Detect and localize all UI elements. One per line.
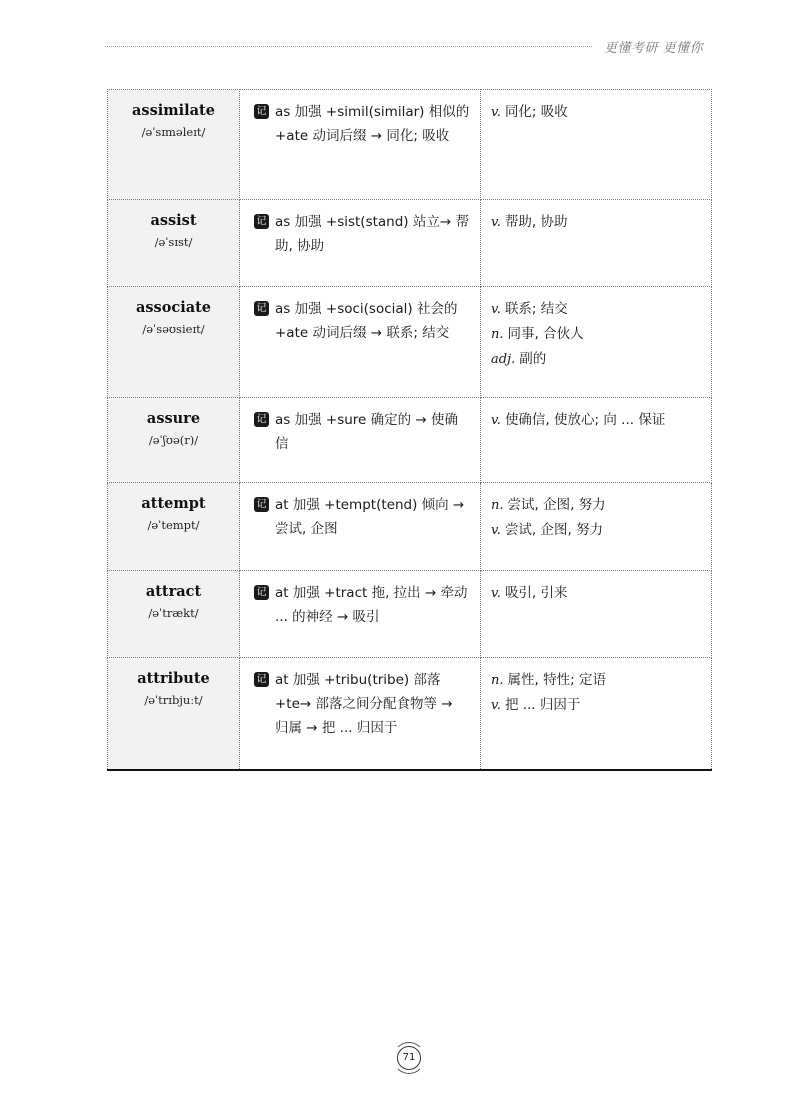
meaning-cell <box>481 483 712 571</box>
part-of-speech: v. <box>491 105 501 120</box>
meaning-line <box>491 100 701 125</box>
word-cell <box>108 483 240 571</box>
headword: attribute <box>137 670 210 687</box>
phonetic-transcription: /əˈsɪməleɪt/ <box>141 125 206 139</box>
definition-text: 属性, 特性; 定语 <box>507 672 606 688</box>
part-of-speech: v. <box>491 302 501 317</box>
meaning-cell <box>481 287 712 398</box>
meaning-line <box>491 493 701 518</box>
part-of-speech: n. <box>491 498 504 513</box>
headword: attract <box>145 583 202 600</box>
meaning-line <box>491 297 701 322</box>
part-of-speech: v. <box>491 215 501 230</box>
memory-tip-icon: 记 <box>254 301 269 316</box>
phonetic-transcription: /əˈsɪst/ <box>154 235 193 249</box>
meaning-line <box>491 668 701 693</box>
word-cell <box>108 200 240 287</box>
meaning-cell <box>481 90 712 200</box>
definition-text: 把 ... 归因于 <box>504 697 581 713</box>
meaning-line <box>491 693 701 718</box>
etymology-text: as 加强 +soci(social) 社会的 +ate 动词后缀 → 联系; 结交 <box>275 301 458 341</box>
memory-tip-icon: 记 <box>254 585 269 600</box>
definition-text: 吸引, 引来 <box>504 585 568 601</box>
etymology-text: at 加强 +tract 拖, 拉出 → 牵动 ... 的神经 → 吸引 <box>275 585 468 625</box>
memory-tip-icon: 记 <box>254 104 269 119</box>
vocabulary-table <box>107 89 712 771</box>
vocab-entry-row <box>108 483 712 571</box>
word-cell <box>108 398 240 483</box>
memory-tip-icon: 记 <box>254 214 269 229</box>
definition-text: 同化; 吸收 <box>504 104 568 120</box>
vocab-entry-row <box>108 200 712 287</box>
etymology-cell <box>240 287 481 398</box>
phonetic-transcription: /əˈsəʊsieɪt/ <box>142 322 205 336</box>
etymology-text: at 加强 +tempt(tend) 倾向 → 尝试, 企图 <box>275 497 465 537</box>
headword: assure <box>146 410 201 427</box>
definition-text: 尝试, 企图, 努力 <box>504 522 604 538</box>
part-of-speech: v. <box>491 586 501 601</box>
headword: associate <box>135 299 212 316</box>
part-of-speech: n. <box>491 673 504 688</box>
memory-tip-icon: 记 <box>254 672 269 687</box>
etymology-cell <box>240 658 481 770</box>
part-of-speech: v. <box>491 523 501 538</box>
phonetic-transcription: /əˈʃʊə(r)/ <box>148 433 199 447</box>
etymology-text: as 加强 +sist(stand) 站立→ 帮助, 协助 <box>275 214 469 254</box>
definition-text: 副的 <box>519 351 547 367</box>
meaning-cell <box>481 398 712 483</box>
etymology-text: as 加强 +sure 确定的 → 使确信 <box>275 412 459 452</box>
memory-tip-icon: 记 <box>254 497 269 512</box>
meaning-cell <box>481 658 712 770</box>
vocab-entry-row <box>108 90 712 200</box>
memory-tip-icon: 记 <box>254 412 269 427</box>
word-cell <box>108 90 240 200</box>
etymology-cell <box>240 398 481 483</box>
meaning-cell <box>481 200 712 287</box>
vocab-entry-row <box>108 287 712 398</box>
meaning-cell <box>481 571 712 658</box>
definition-text: 帮助, 协助 <box>504 214 568 230</box>
definition-text: 联系; 结交 <box>504 301 568 317</box>
part-of-speech: v. <box>491 698 501 713</box>
phonetic-transcription: /əˈtempt/ <box>147 518 200 532</box>
word-cell <box>108 287 240 398</box>
running-header: 更懂考研 更懂你 <box>604 41 704 56</box>
headword: attempt <box>141 495 206 512</box>
meaning-line <box>491 408 701 433</box>
header-dotted-rule <box>105 46 592 47</box>
vocab-entry-row <box>108 658 712 770</box>
meaning-line <box>491 581 701 606</box>
etymology-cell <box>240 90 481 200</box>
phonetic-transcription: /əˈtrɪbjuːt/ <box>144 693 203 707</box>
word-cell <box>108 658 240 770</box>
headword: assimilate <box>132 102 215 119</box>
word-cell <box>108 571 240 658</box>
page-number: 71 <box>397 1046 421 1070</box>
vocab-entry-row <box>108 398 712 483</box>
definition-text: 使确信, 使放心; 向 ... 保证 <box>504 412 666 428</box>
phonetic-transcription: /əˈtrækt/ <box>148 606 199 620</box>
etymology-cell <box>240 200 481 287</box>
definition-text: 尝试, 企图, 努力 <box>507 497 606 513</box>
definition-text: 同事, 合伙人 <box>507 326 584 342</box>
etymology-text: at 加强 +tribu(tribe) 部落 +te→ 部落之间分配食物等 → 归属 → 把 ... 归因于 <box>275 672 453 736</box>
part-of-speech: v. <box>491 413 501 428</box>
etymology-cell <box>240 483 481 571</box>
meaning-line <box>491 210 701 235</box>
etymology-cell <box>240 571 481 658</box>
part-of-speech: adj. <box>491 352 516 367</box>
etymology-text: as 加强 +simil(similar) 相似的 +ate 动词后缀 → 同化; 吸收 <box>275 104 470 144</box>
meaning-line <box>491 322 701 347</box>
meaning-line <box>491 347 701 372</box>
part-of-speech: n. <box>491 327 504 342</box>
vocab-entry-row <box>108 571 712 658</box>
headword: assist <box>150 212 197 229</box>
meaning-line <box>491 518 701 543</box>
